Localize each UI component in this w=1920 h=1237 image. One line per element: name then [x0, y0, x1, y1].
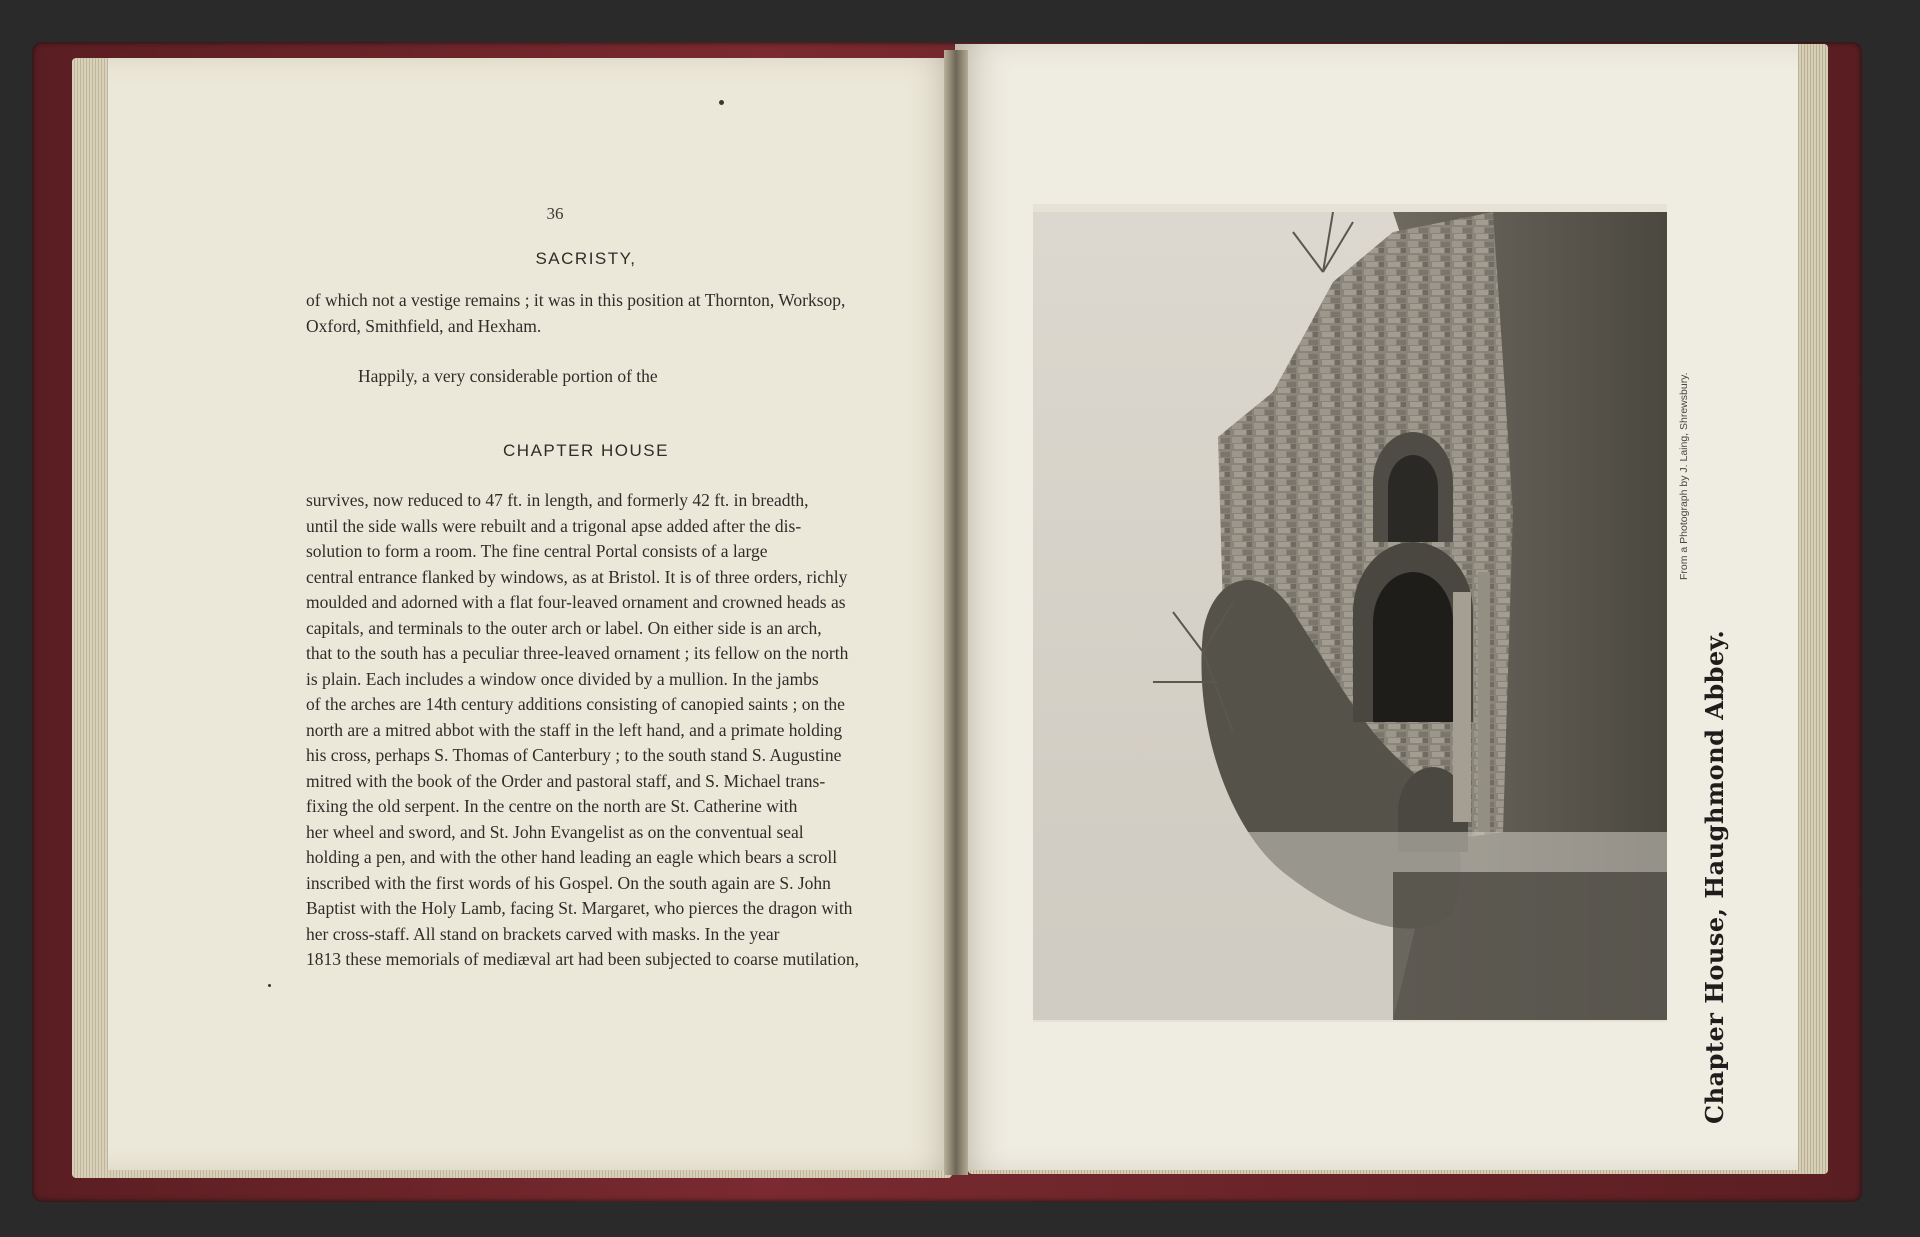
text-line: fixing the old serpent. In the centre on the north are St. Catherine with	[306, 796, 798, 816]
page-speck	[268, 984, 271, 987]
text-line: Oxford, Smithfield, and Hexham.	[306, 315, 542, 336]
paragraph-happily: Happily, a very considerable portion of the	[358, 366, 658, 386]
text-line: Baptist with the Holy Lamb, facing St. Margaret, who pierces the dragon with	[306, 898, 853, 918]
text-line: holding a pen, and with the other hand leading an eagle which bears a scroll	[306, 847, 838, 867]
text-line: is plain. Each includes a window once divided by a mullion. In the jambs	[306, 668, 819, 689]
photo-caption: Chapter House, Haughmond Abbey.	[1700, 629, 1729, 1124]
text-line: 1813 these memorials of mediæval art had been subjected to coarse mutilation,	[306, 949, 860, 969]
text-line: her cross-staff. All stand on brackets carved with masks. In the year	[306, 923, 780, 944]
text-line: of which not a vestige remains ; it was in this position at Thornton, Worksop,	[306, 290, 846, 310]
text-line: that to the south has a peculiar three-leaved ornament ; its fellow on the north	[306, 643, 849, 663]
page-speck	[719, 100, 724, 105]
paragraph-chapter-house	[306, 488, 866, 973]
heading-sacristy: SACRISTY,	[535, 249, 637, 268]
text-line: inscribed with the first words of his Gospel. On the south again are S. John	[306, 872, 831, 893]
text-line: moulded and adorned with a flat four-leaved ornament and crowned heads as	[306, 592, 846, 612]
photo-credit: From a Photograph by J. Laing, Shrewsbury.	[1678, 372, 1690, 580]
text-line: solution to form a room. The fine central Portal consists of a large	[306, 541, 768, 561]
text-line: until the side walls were rebuilt and a trigonal apse added after the dis-	[306, 515, 802, 536]
text-line: capitals, and terminals to the outer arch or label. On either side is an arch,	[306, 617, 822, 638]
text-line: north are a mitred abbot with the staff in the left hand, and a primate holding	[306, 719, 843, 740]
text-line: of the arches are 14th century additions consisting of canopied saints ; on the	[306, 694, 845, 714]
text-line: mitred with the book of the Order and pastoral staff, and S. Michael trans-	[306, 770, 826, 791]
heading-chapter-house: CHAPTER HOUSE	[503, 441, 669, 460]
chapter-house-photograph	[1033, 212, 1667, 1020]
book-gutter	[944, 50, 968, 1175]
text-line: central entrance flanked by windows, as at Bristol. It is of three orders, richly	[306, 566, 848, 587]
ruin-photograph-image	[1033, 212, 1667, 1020]
text-line: survives, now reduced to 47 ft. in length, and formerly 42 ft. in breadth,	[306, 490, 809, 510]
page-number: 36	[546, 204, 564, 223]
text-line: his cross, perhaps S. Thomas of Canterbury ; to the south stand S. Augustine	[306, 745, 842, 765]
text-line: her wheel and sword, and St. John Evangelist as on the conventual seal	[306, 821, 804, 842]
paragraph-sacristy	[306, 288, 866, 339]
